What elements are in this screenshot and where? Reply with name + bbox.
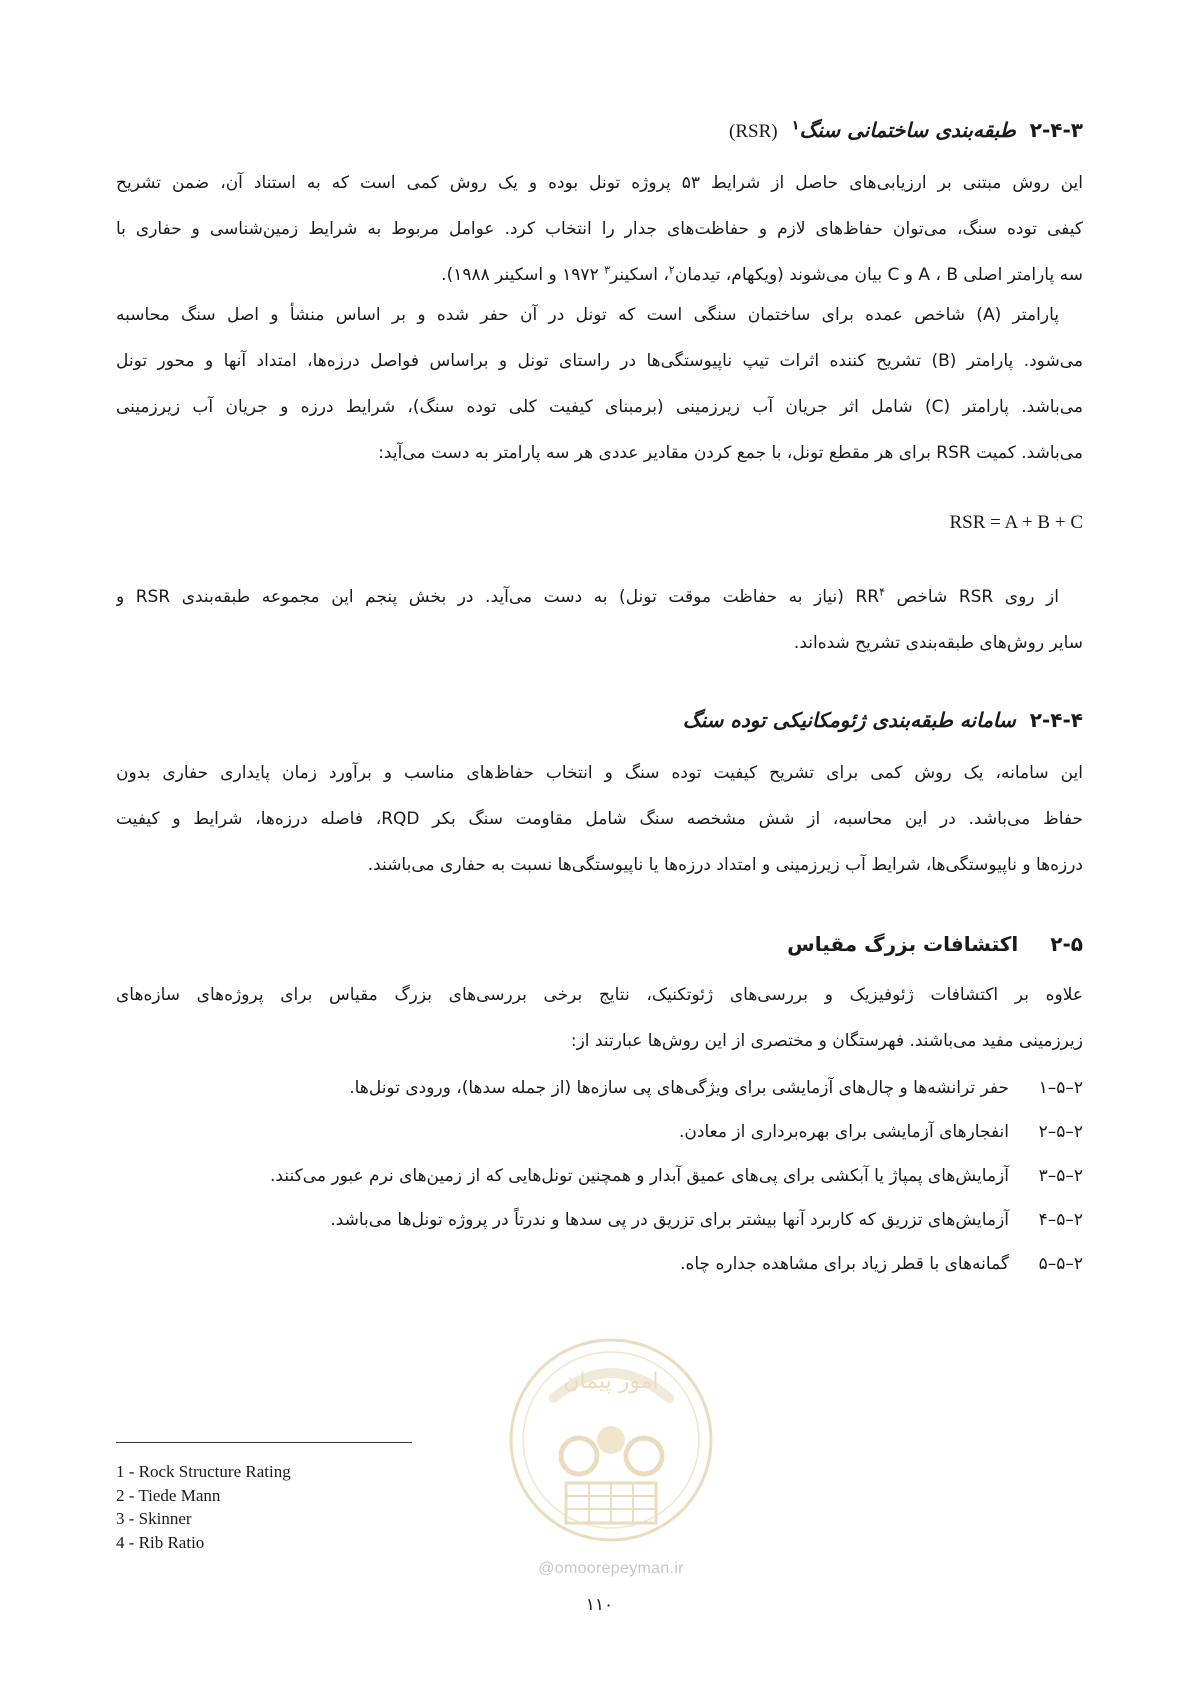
watermark-logo-name: امور پیمان [563,1369,659,1394]
section-title: طبقه‌بندی ساختمانی سنگ [799,118,1016,142]
section-number: ۲-۴-۴ [1029,708,1083,732]
paragraph-line: سایر روش‌های طبقه‌بندی تشریح شده‌اند. [793,633,1083,653]
paragraph-line: از روی RSR شاخص $RR^۴$ (نیاز به حفاظت موقت تونل) به دست می‌آید. در بخش پنجم این مجموعه طبقه‌بندی RSR و [116,585,1059,607]
list-item: ۲–۵–۲انفجارهای آزمایشی برای بهره‌برداری از معادن. [679,1122,1083,1142]
document-page [116,0,1083,1684]
section-heading-rsr [116,118,1083,143]
section-number: ۲-۵ [1050,932,1083,956]
footnote-item: 4 - Rib Ratio [116,1532,205,1552]
paragraph-line: می‌باشد. پارامتر (C) شامل اثر جریان آب زیرزمینی (برمبنای کیفیت کلی توده سنگ)، شرایط درزه و جریان آب زیرزمینی [116,397,1083,417]
paragraph-rr [116,574,1083,666]
paragraph-line: زیرزمینی مفید می‌باشند. فهرستگان و مختصری از این روش‌ها عبارتند از: [570,1031,1083,1051]
watermark-site: @omoorepeyman.ir [538,1560,684,1577]
footnote-item: 3 - Skinner [116,1509,192,1528]
list-item: ۲–۵–۴آزمایش‌های تزریق که کاربرد آنها بیشتر برای تزریق در پی سدها و ندرتاً در پروژه تونل‌ها می‌باشد. [330,1210,1083,1230]
paragraph-line: می‌شود. پارامتر (B) تشریح کننده اثرات تیپ ناپیوستگی‌ها در راستای تونل و براساس فواصل درزه‌ها، امتداد آنها و محور تونل [116,351,1083,371]
footnote-ref: ۴ [879,585,885,599]
section-number: ۲-۴-۳ [1029,118,1083,142]
footnotes [116,1460,291,1554]
section-title: سامانه طبقه‌بندی ژئومکانیکی توده سنگ [682,708,1016,732]
paragraph-parameters [116,292,1083,476]
section-heading-geomechanics [116,708,1083,732]
section-title: اکتشافات بزرگ مقیاس [787,932,1019,956]
paragraph-line: پارامتر (A) شاخص عمده برای ساختمان سنگی است که تونل در آن حفر شده و بر اساس منشأ و اصل سنگ محاسبه [116,305,1059,325]
footnote-ref: ۱ [791,118,800,134]
paragraph-geomechanics [116,750,1083,888]
paragraph-line: این سامانه، یک روش کمی برای تشریح کیفیت توده سنگ و انتخاب حفاظ‌های مناسب و برآورد زمان پایداری حفاری بدون [116,763,1083,783]
paragraph-line: حفاظ می‌باشد. در این محاسبه، از شش مشخصه سنگ شامل مقاومت سنگ بکر RQD، فاصله درزه‌ها، شرایط و کیفیت [116,809,1083,829]
section-abbr: (RSR) [729,121,778,142]
footnote-ref: ۳ [604,263,611,277]
watermark [494,1328,728,1588]
methods-list [116,1066,1083,1286]
footnote-item: 1 - Rock Structure Rating [116,1462,291,1481]
list-item: ۲–۵–۵گمانه‌های با قطر زیاد برای مشاهده جداره چاه. [680,1254,1083,1274]
paragraph-line: این روش مبتنی بر ارزیابی‌های حاصل از شرایط ۵۳ پروژه تونل بوده و یک روش کمی است که به استناد آن، ضمن تشریح [116,173,1083,193]
paragraph-line: علاوه بر اکتشافات ژئوفیزیک و بررسی‌های ژئوتکنیک، نتایج برخی بررسی‌های بزرگ مقیاس برای پروژه‌های سازه‌های [116,985,1083,1005]
footnote-ref: ۲ [668,263,675,277]
paragraph-line: سه پارامتر اصلی A ، B و C بیان می‌شوند (ویکهام، تیدمان$^۲$، اسکینر$^۳$ ۱۹۷۲ و اسکینر ۱۹۸۸). [441,263,1083,285]
watermark-logo-icon [494,1328,728,1558]
paragraph-rsr-intro [116,160,1083,298]
list-item: ۲–۵–۳آزمایش‌های پمپاژ یا آبکشی برای پی‌های عمیق آبدار و همچنین تونل‌هایی که از زمین‌های نرم عبور می‌کنند. [270,1166,1083,1186]
footnote-item: 2 - Tiede Mann [116,1485,221,1505]
list-item: ۲–۵–۱حفر ترانشه‌ها و چال‌های آزمایشی برای ویژگی‌های پی سازه‌ها (از جمله سدها)، ورودی تونل‌ها. [349,1078,1083,1098]
paragraph-line: می‌باشد. کمیت RSR برای هر مقطع تونل، با جمع کردن مقادیر عددی هر سه پارامتر به دست می‌آید: [378,443,1083,463]
section-heading-large-scale [116,932,1083,956]
paragraph-large-scale [116,972,1083,1064]
paragraph-line: درزه‌ها و ناپیوستگی‌ها، شرایط آب زیرزمینی و امتداد درزه‌ها یا ناپیوستگی‌ها نسبت به حفاری می‌باشند. [367,855,1083,875]
formula-rsr: RSR = A + B + C [949,512,1083,533]
footnote-divider [116,1442,412,1443]
paragraph-line: کیفی توده سنگ، می‌توان حفاظ‌های لازم و حفاظت‌های جدار را انتخاب کرد. عوامل مربوط به شرایط زمین‌شناسی و حفاری با [116,219,1083,239]
page-number: ۱۱۰ [585,1595,614,1615]
